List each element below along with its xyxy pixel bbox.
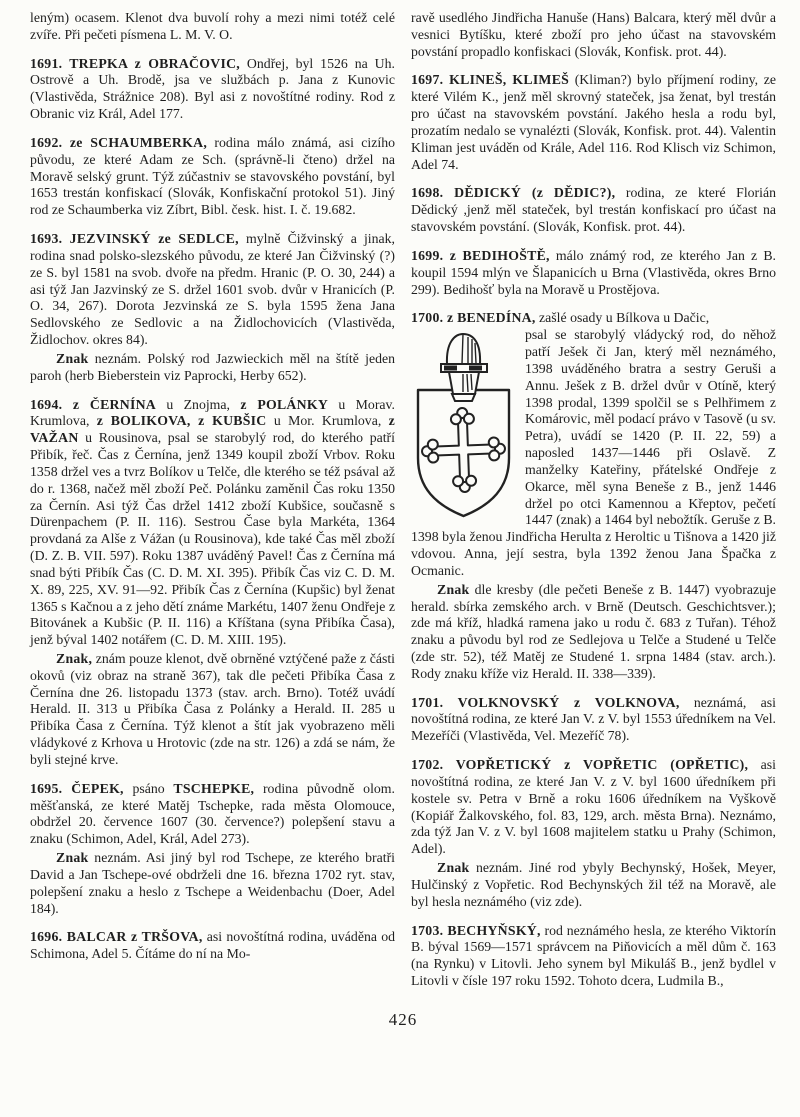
page-number: 426 <box>388 1009 418 1029</box>
entry-1693-jezvinsky: 1693. JEZVINSKÝ ze SEDLCE, mylně Čižvinský a jinak, rodina snad polsko-slezského původu, ze které Jan Čižvinský (?) ze S. byl 1581 na svob. dvoře na předm. Hranic (P. O. 30, 244) a asi týž Jan Jazvinský ze S. držel 1601 svob. dvůr v Hranicích (P. O. 34, 267). Dorota Jezvinská ze S. byla 1595 žena Jana Sedlovského ze Sedlovic a na Židlochovicích (Vlastivěda, Židlochov. okres 84). <box>30 231 396 348</box>
entry-1699-bedihoste: 1699. z BEDIHOŠTĚ, málo známý rod, ze kterého Jan z B. koupil 1594 mlýn ve Šlapanicích u Brna (Vlastivěda, okres Brno 299). Bedihošť byla na Moravě u Prostějova. <box>411 247 776 297</box>
entry-1694-cernina: 1694. z ČERNÍNA u Znojma, z POLÁNKY u Morav. Krumlova, z BOLIKOVA, z KUBŠIC u Mor. Krumlova, z VAŽAN u Rousinova, psal se starobylý rod, do kterého patří Přibík, řeč. Čas z Černína, jenž 1349 koupil zboží Vrbov. Roku 1358 držel ves a tvrz Bolíkov u Telče, dle kterého se též psával až do r. 1368, načež měl zboží Peč. Polánku zaměnil Čas roku 1350 za Černín. Asi týž Čas držel 1412 zboží Kubšice, současně s Dürenpachem (P. II. 116). Sestrou Čase byla Markéta, 1364 provdaná za Alše z Vážan (u Rousinova), kde také Čas měl zboží (D. Z. B. VII. 597). Roku 1387 uváděný Pavel! Čas z Černína má snad býti Přibík Čas (C. D. M. XI. 395). Přibík Čas viz C. D. M. X. 89, 225, XV. 91—92. Přibík Čas z Černína (Kupšic) byl ženat 1365 s Kačnou a z jeho dětí známe Markétu, 1407 ženu Ondřeje z Bitovánek a Kubšic (P. II. 116) a Kříštana (syna Přibíka Časa), jenž býval 1402 notářem (C. D. M. XIII. 195). <box>30 396 395 648</box>
entry-1695-cepek: 1695. ČEPEK, psáno TSCHEPKE, rodina původně olom. měšťanská, ze které Matěj Tschepke, rada města Olomouce, obdržel 20. července 1607 (30. července?) polepšení stavu a znaku (Schimon, Adel, Král, Adel 273). <box>30 780 395 847</box>
znak-paragraph-1700: Znak dle kresby (dle pečeti Beneše z B. 1447) vyobrazuje herald. sbírka zemského arch. v Brně (Deutsch. Geschichtsver.); zde má kříž, hladká ramena jako u rodu č. 683 z Tuřan). Téhož znaku a původu byl rod ze Sedlejova u Telče a Studené u Telče (zde str. 52), též Matěj ze Studené 1. srpna 1484 (stav. arch.). Rody znaku kříže viz Herald. II. 338—339). <box>411 581 776 681</box>
entry-1701-volknovsky: 1701. VOLKNOVSKÝ z VOLKNOVA, neznámá, asi novoštítná rodina, ze které Jan V. z V. byl 1553 úředníkem na Vel. Mezeříči (Vlastivěda, Vel. Mezeříč 78). <box>411 694 776 744</box>
znak-paragraph-1695: Znak neznám. Asi jiný byl rod Tschepe, ze kterého bratři David a Jan Tschepe-ové obdrželi dne 16. března 1702 ryt. stav, polepšení znaku a heslo z Tschepe a Weidenbachu (Doer, Adel 184). <box>30 850 395 916</box>
entry-1696-balcar: 1696. BALCAR z TRŠOVA, asi novoštítná rodina, uváděna od Schimona, Adel 5. Čítáme do ní na Mo- <box>30 929 396 962</box>
shield-cross-helm-icon <box>411 330 515 522</box>
entry-1703-bechynsky: 1703. BECHYŇSKÝ, rod neznámého hesla, ze kterého Viktorín B. býval 1569—1571 správcem na Piňovicích a měl dům č. 163 (na Rynku) v Litovli. Jeho synem byl Mikuláš B., jenž bydlel v Litovli v čísle 197 roku 1592. Tohoto dcera, Ludmila B., <box>411 922 776 989</box>
entry-1702-vopreticky: 1702. VOPŘETICKÝ z VOPŘETIC (OPŘETIC), asi novoštítná rodina, ze které Jan V. z V. byl 1600 úředníkem při kostele sv. Petra v Brně a roku 1606 úředníkem na Vyškově (Kopiář Žalkovského, fol. 83, 129, arch. města Brna). Neznámo, zda týž Jan V. z V. byl 1608 majitelem statku u Prahy (Schimon, Adel). <box>411 757 776 857</box>
left-column <box>30 10 395 990</box>
entry-1700-benedina-body <box>411 327 776 579</box>
entry-1697-klines: 1697. KLINEŠ, KLIMEŠ (Kliman?) bylo příjmení rodiny, ze které Vilém K., jenž měl skrovný stateček, jsa ženat, byl trestán pro účast na stavovském povstání. Jakého hesla a rodu byl, prozatím nedalo se vynalézti (Slovák, Konfisk. prot. 44). Valentin Kliman jest uváděn od Krále, Adel 116. Rod Klisch viz Schimon, Adel 74. <box>411 72 777 172</box>
znak-paragraph-1702: Znak neznám. Jiné rod ybyly Bechynský, Hošek, Meyer, Hulčinský z Vopřetic. Rod Bechynských žil též na Moravě, ale byl hesla neznámého (viz zde). <box>411 860 776 909</box>
entry-1698-dedicky: 1698. DĚDICKÝ (z DĚDIC?), rodina, ze které Florián Dědický ,jenž měl stateček, byl trestán konfiskací pro účast na stavovském povstání. (Slovák, Konfisk. prot. 44). <box>411 185 776 235</box>
continuation-paragraph: leným) ocasem. Klenot dva buvolí rohy a mezi nimi totéž celé zvíře. Při pečeti písmena L. M. V. O. <box>30 10 395 42</box>
entry-1700-text: psal se starobylý vládycký rod, do něhož patří Ješek či Jan, který měl neznámého, 1398 uváděného bratra a sestry Geruši a Annu. Ješek z B. držel dvůr v Otíně, který 1398 prodal, 1399 spolčil se s Pelhřimem z Komárovic, měl podací právo v Tasově (u sv. Petra), uvádí se 1420 (P. II. 22, 59) a naposled 1437—1446 při Oslavě. Z manželky Kateřiny, přátelské Ondřeje z Okarce, měl syna Beneše z B., jenž 1446 držel po otci Kamennou a Křeptov, pečetí 1447 (znak) a 1464 byl nebožtík. Geruše z B. 1398 byla ženou Jindřicha Herulta z Heroltic u Tišnova a 1420 již vdovou. Anna, její sestra, byla 1392 ženou Jana Špačka z Ocmanic. <box>411 327 776 578</box>
znak-paragraph-1693: Znak neznám. Polský rod Jazwieckich měl na štítě jeden paroh (herb Bieberstein viz Paprocki, Herby 652). <box>30 350 395 383</box>
entry-1696-continuation: ravě usedlého Jindřicha Hanuše (Hans) Balcara, který měl dvůr a vesnici Bytíšku, které zboží pro jeho účast na stavovském povstání propadlo konfiskaci (Slovák, Konfisk. prot. 44). <box>411 10 776 59</box>
page-footer <box>30 1010 776 1030</box>
right-column <box>411 10 776 990</box>
two-column-text <box>30 10 776 990</box>
coat-of-arms-figure <box>411 330 515 522</box>
entry-1691-trepka: 1691. TREPKA z OBRAČOVIC, Ondřej, byl 1526 na Uh. Ostrově a Uh. Brodě, jsa ve službách p. Jana z Kunovic (Vlastivěda, Strážnice 208). Byl asi z novoštítné rodiny. Rod z Obranic viz Král, Adel 177. <box>30 55 395 122</box>
entry-1700-benedina-heading: 1700. z BENEDÍNA, zašlé osady u Bílkova u Dačic, <box>411 310 710 326</box>
entry-1692-schaumberka: 1692. ze SCHAUMBERKA, rodina málo známá, asi cizího původu, ze které Adam ze Sch. (správně-li čteno) držel na Moravě selský grunt. Týž zúčastniv se stavovského povstání, byl 1653 trestán konfiskací (Slovák, Konfiskační protokol 51). Jiný rod ze Schaumberka viz Zíbrt, Bibl. česk. hist. I. č. 19.682. <box>30 134 395 218</box>
znak-paragraph-1694: Znak, znám pouze klenot, dvě obrněné vztýčené paže z části okovů (viz obraz na straně 367), tak dle pečeti Přibíka Časa z Černína dne 26. listopadu 1373 (stav. arch. Brno). Totéž uvádí Herald. II. 313 u Přibíka Časa z Polánky a Herald. II. 285 u Přibíka Časa z Černína. Týž klenot a štít jak vyobrazeno měli vládykové z Krhova u Hrotovic (zde na str. 126) a zdá se nám, že byli stejné krve. <box>30 650 395 767</box>
